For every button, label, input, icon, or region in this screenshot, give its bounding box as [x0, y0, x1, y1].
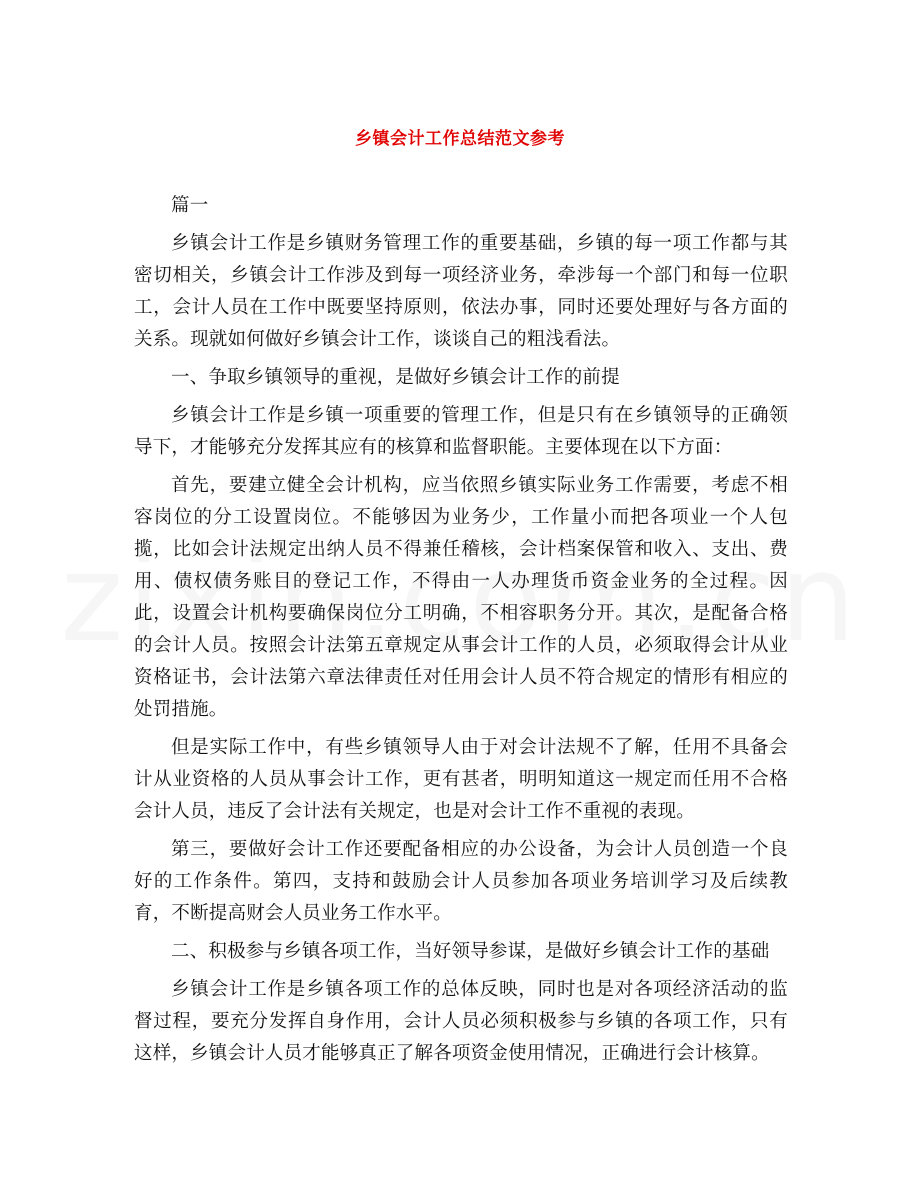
section-heading: 一、争取乡镇领导的重视，是做好乡镇会计工作的前提	[171, 367, 620, 388]
body-paragraph: 首先，要建立健全会计机构，应当依照乡镇实际业务工作需要，考虑不相容岗位的分工设置岗位。不能够因为业务少，工作量小而把各项业一个人包揽，比如会计法规定出纳人员不得兼任稽核，会计档案保管和收入、支出、费用、债权债务账目的登记工作，不得由一人办理货币资金业务的全过程。因此，设置会计机构要确保岗位分工明确，不相容职务分开。其次，是配备合格的会计人员。按照会计法第五章规定从事会计工作的人员，必须取得会计从业资格证书，会计法第六章法律责任对任用会计人员不符合规定的情形有相应的处罚措施。	[134, 475, 788, 720]
document-title: 乡镇会计工作总结范文参考	[355, 129, 565, 149]
body-paragraph: 但是实际工作中，有些乡镇领导人由于对会计法规不了解，任用不具备会计从业资格的人员从事会计工作，更有甚者，明明知道这一规定而任用不合格会计人员，违反了会计法有关规定，也是对会计工作不重视的表现。	[134, 737, 788, 822]
body-paragraph: 第三，要做好会计工作还要配备相应的办公设备，为会计人员创造一个良好的工作条件。第四，支持和鼓励会计人员参加各项业务培训学习及后续教育，不断提高财会人员业务工作水平。	[134, 839, 788, 924]
section-heading: 二、积极参与乡镇各项工作，当好领导参谋，是做好乡镇会计工作的基础	[171, 941, 770, 962]
section-label: 篇一	[171, 195, 209, 216]
body-paragraph: 乡镇会计工作是乡镇一项重要的管理工作，但是只有在乡镇领导的正确领导下，才能够充分发挥其应有的核算和监督职能。主要体现在以下方面：	[134, 405, 788, 458]
document-body	[134, 190, 788, 1070]
body-paragraph: 乡镇会计工作是乡镇财务管理工作的重要基础，乡镇的每一项工作都与其密切相关，乡镇会计工作涉及到每一项经济业务，牵涉每一个部门和每一位职工，会计人员在工作中既要坚持原则，依法办事，同时还要处理好与各方面的关系。现就如何做好乡镇会计工作，谈谈自己的粗浅看法。	[134, 233, 788, 350]
body-paragraph: 乡镇会计工作是乡镇各项工作的总体反映，同时也是对各项经济活动的监督过程，要充分发挥自身作用，会计人员必须积极参与乡镇的各项工作，只有这样，乡镇会计人员才能够真正了解各项资金使用情况，正确进行会计核算。	[134, 979, 788, 1064]
